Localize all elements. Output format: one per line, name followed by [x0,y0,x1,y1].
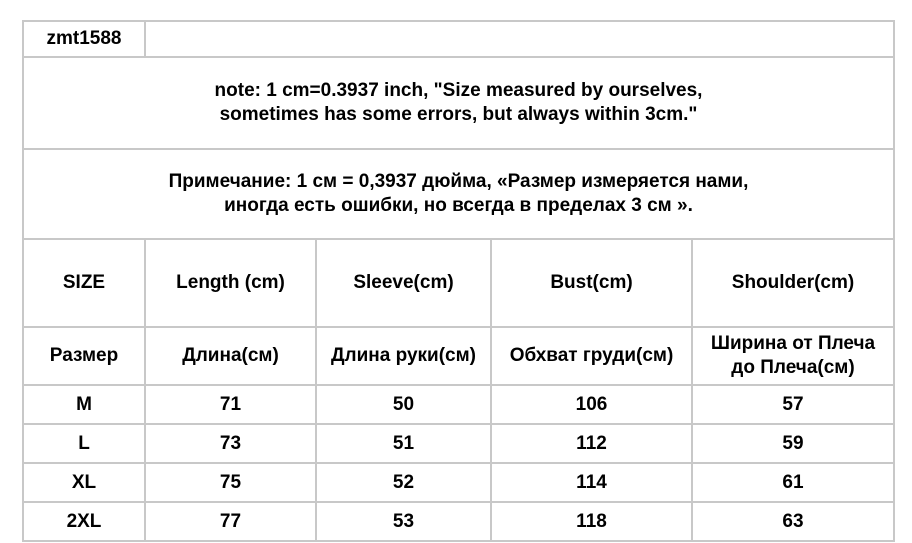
shoulder-cell: 63 [692,502,894,541]
header-shoulder-ru [692,327,894,385]
header-shoulder: Shoulder(cm) [692,239,894,327]
shoulder-cell: 59 [692,424,894,463]
header-shoulder-ru-line: Ширина от Плеча [710,333,876,354]
note-russian [23,149,894,239]
bust-cell: 114 [491,463,692,502]
sleeve-cell: 51 [316,424,491,463]
table-row [23,385,894,424]
header-length: Length (cm) [145,239,316,327]
size-chart-table [22,20,895,542]
size-cell: L [23,424,145,463]
shoulder-cell: 57 [692,385,894,424]
size-cell: 2XL [23,502,145,541]
product-code-row [23,21,894,57]
note-russian-line: Примечание: 1 см = 0,3937 дюйма, «Размер измеряется нами, [168,171,749,192]
bust-cell: 106 [491,385,692,424]
header-bust: Bust(cm) [491,239,692,327]
header-size-ru: Размер [23,327,145,385]
note-english-row [23,57,894,149]
bust-cell: 112 [491,424,692,463]
empty-cell [145,21,894,57]
header-bust-ru: Обхват груди(см) [491,327,692,385]
product-code: zmt1588 [23,21,145,57]
length-cell: 77 [145,502,316,541]
header-english-row [23,239,894,327]
length-cell: 75 [145,463,316,502]
size-cell: M [23,385,145,424]
size-cell: XL [23,463,145,502]
note-russian-line: иногда есть ошибки, но всегда в пределах 3 см ». [224,195,693,216]
table-row [23,463,894,502]
table-row [23,502,894,541]
note-english-line: note: 1 cm=0.3937 inch, "Size measured by ourselves, [214,80,703,101]
sleeve-cell: 50 [316,385,491,424]
bust-cell: 118 [491,502,692,541]
sleeve-cell: 53 [316,502,491,541]
note-english-line: sometimes has some errors, but always within 3cm." [219,104,698,125]
table-row [23,424,894,463]
header-shoulder-ru-line: до Плеча(см) [731,357,855,378]
note-russian-row [23,149,894,239]
length-cell: 73 [145,424,316,463]
note-english [23,57,894,149]
header-russian-row [23,327,894,385]
header-size: SIZE [23,239,145,327]
sleeve-cell: 52 [316,463,491,502]
shoulder-cell: 61 [692,463,894,502]
header-length-ru: Длина(см) [145,327,316,385]
length-cell: 71 [145,385,316,424]
header-sleeve: Sleeve(cm) [316,239,491,327]
header-sleeve-ru: Длина руки(см) [316,327,491,385]
